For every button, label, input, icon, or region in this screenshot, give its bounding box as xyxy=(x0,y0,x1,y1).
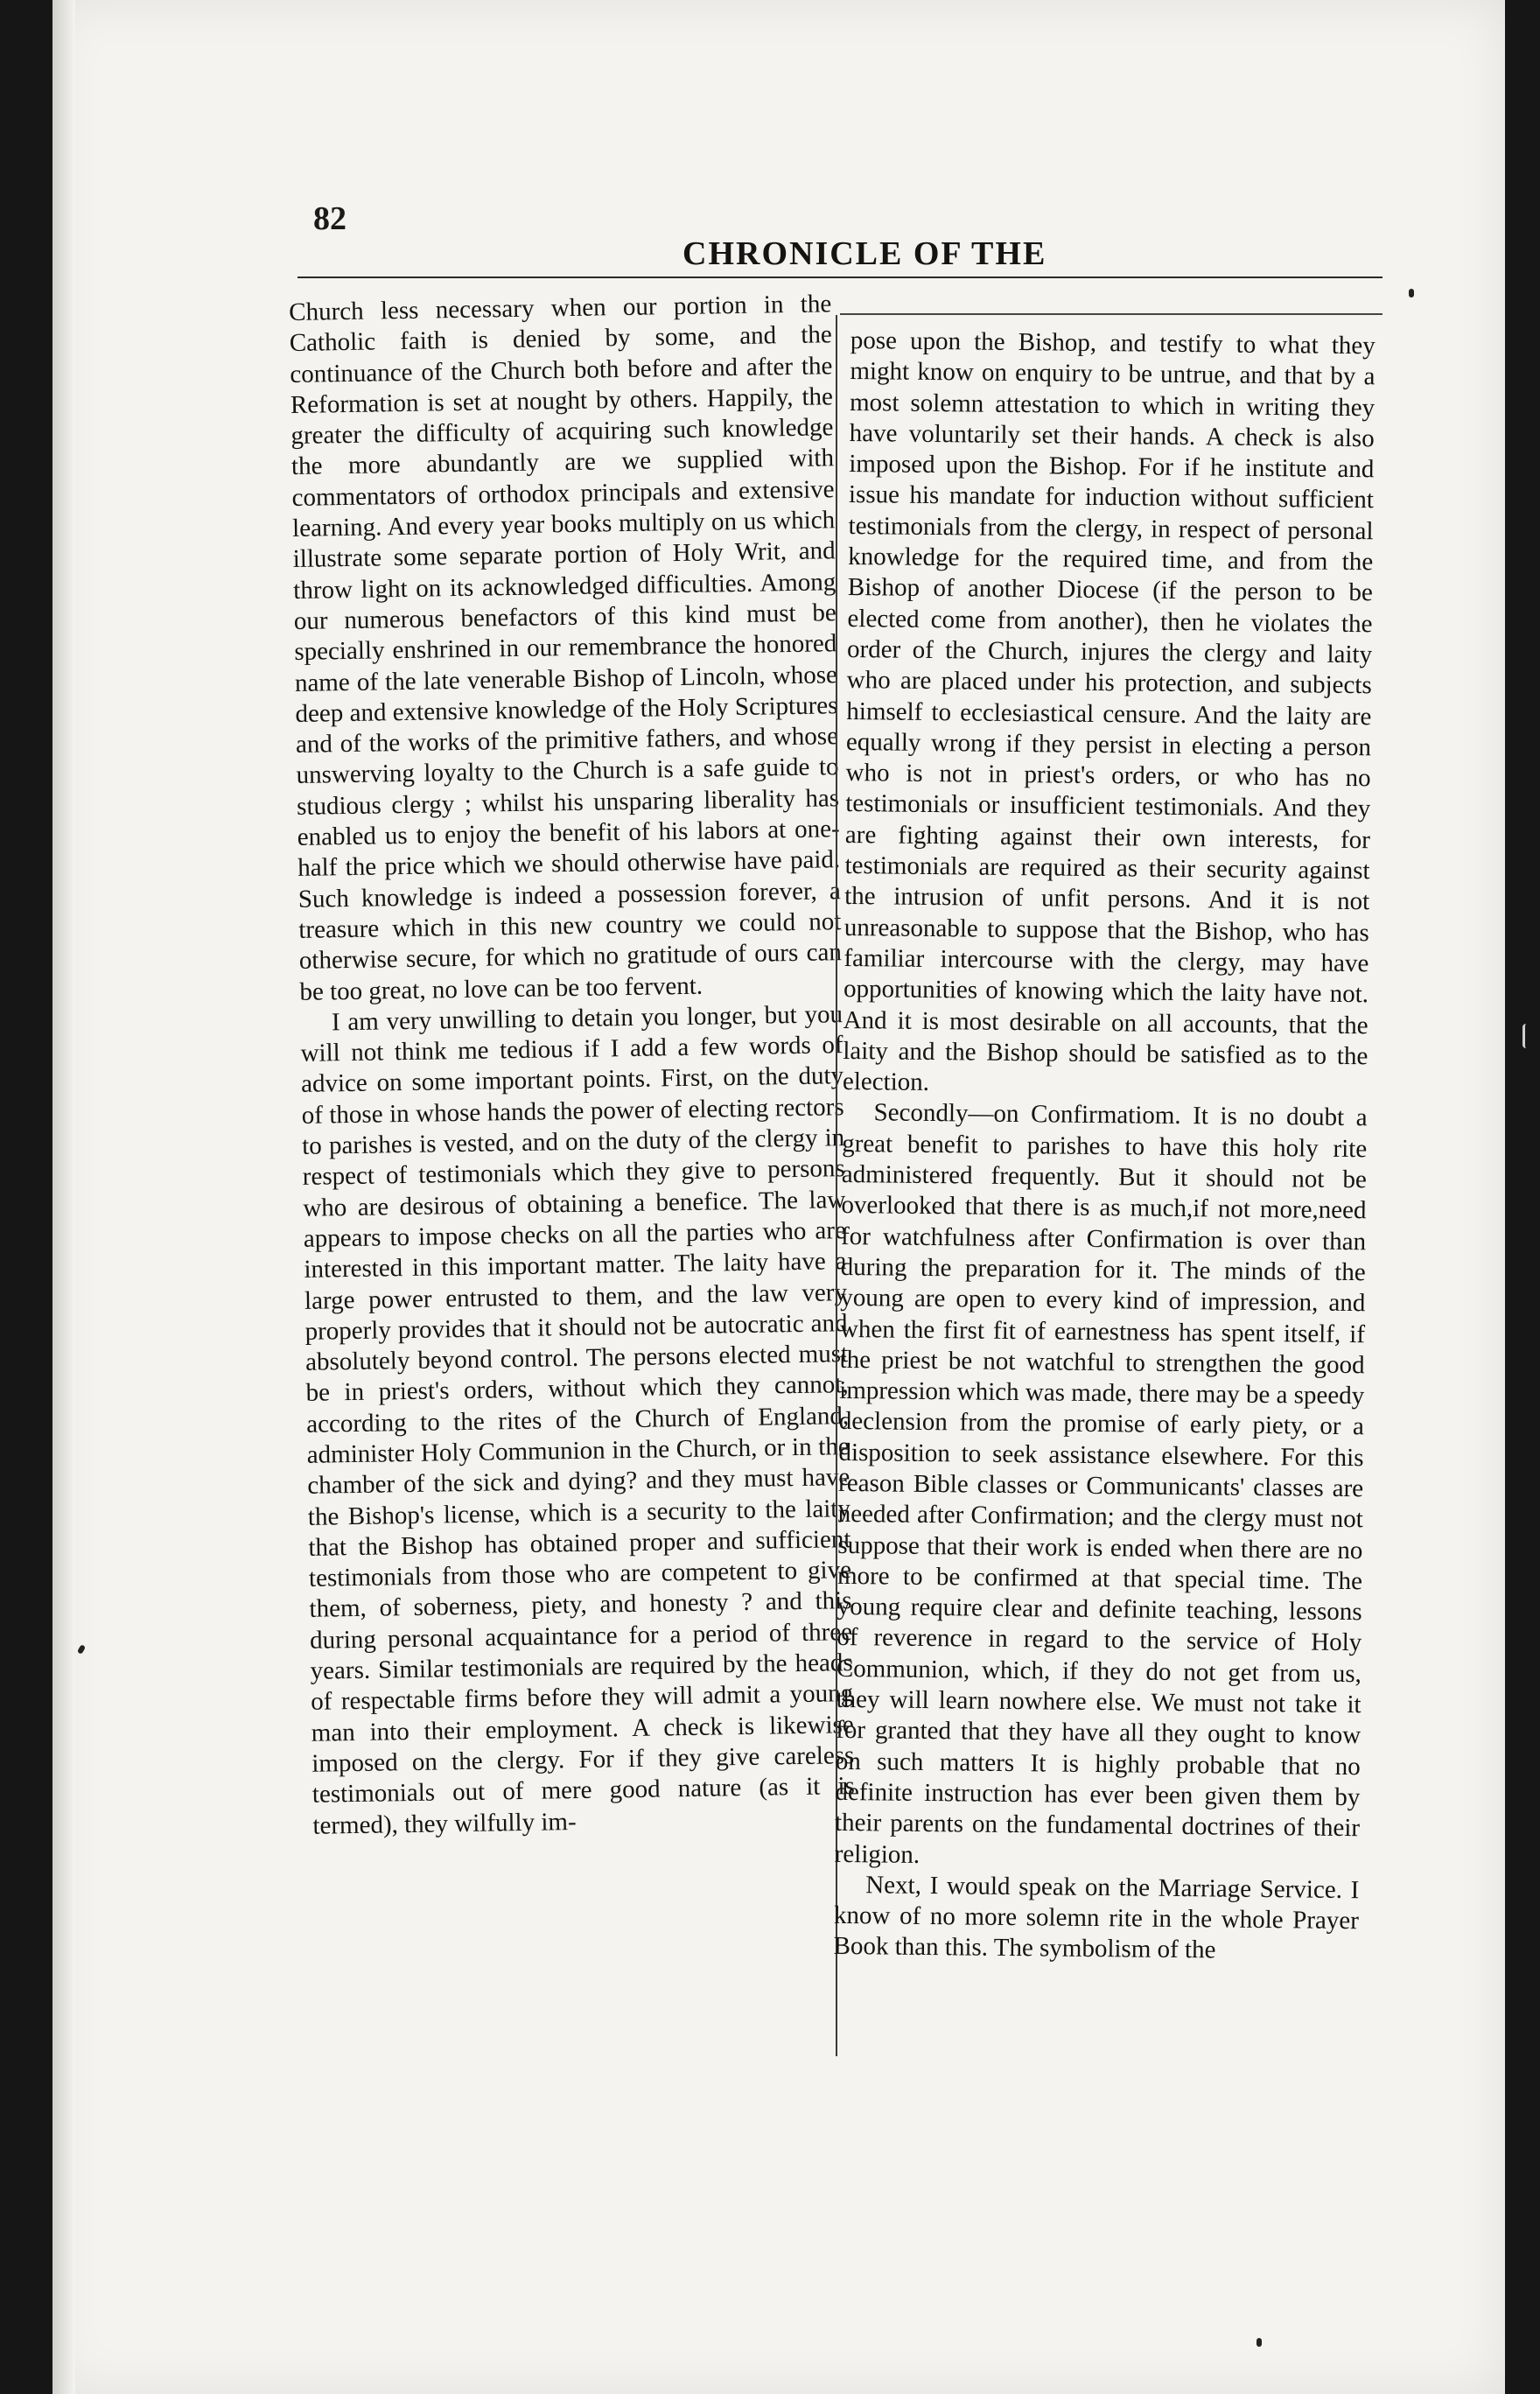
ink-speck xyxy=(1256,2338,1262,2347)
binding-gutter xyxy=(52,0,75,2394)
header-rule-secondary xyxy=(840,313,1382,315)
ink-speck xyxy=(1409,289,1414,298)
paragraph: I am very unwilling to detain you longer, but you will not think me tedious if I add a few words of advice on some important points. First, on the duty of those in whose hands the power of electing rectors to parishes is vested, and on the duty of the clergy in respect of testimonials which they give to persons who are desirous of obtaining a benefice. The law appears to impose checks on all the parties who are interested in this important matter. The laity have a large power entrusted to them, and the law very properly provides that it should not be autocratic and absolutely beyond control. The persons elected must be in priest's orders, without which they cannot, according to the rites of the Church of England, administer Holy Communion in the Church, or in the chamber of the sick and dying? and they must have the Bishop's license, which is a security to the laity that the Bishop has obtained proper and sufficient testimonials from those who are competent to give them, of soberness, piety, and honesty ? and this during personal acquaintance for a period of three years. Similar testimonials are required by the heads of respectable firms before they will admit a young man into their employment. A check is likewise imposed on the clergy. For if they give careless testimonials out of mere good nature (as it is termed), they wilfully im- xyxy=(300,999,856,1840)
paragraph: Secondly—on Confirmatiom. It is no doubt a great benefit to parishes to have this holy rite administered frequently. But it should not be overlooked that there is as much,if not more,need for watchfulness after Confirmation is over than during the preparation for it. The minds of the young are open to every kind of impression, and when the first fit of earnestness has spent itself, if the priest be not watchful to strengthen the good impression which was made, there may be a speedy declension from the promise of early piety, or a disposition to seek assistance elsewhere. For this reason Bible classes or Communicants' classes are needed after Confirmation; and the clergy must not suppose that their work is ended when there are no more to be confirmed at that special time. The young require clear and definite teaching, lessons of reverence in regard to the service of Holy Communion, which, if they do not get from us, they will learn nowhere else. We must not take it for granted that they have all they ought to know on such matters It is highly probable that no definite instruction has ever been given them by their parents on the fundamental doctrines of their religion. xyxy=(834,1098,1368,1869)
right-column xyxy=(833,326,1376,1968)
page-number: 82 xyxy=(313,200,346,237)
header-rule xyxy=(298,276,1382,278)
running-head: CHRONICLE OF THE xyxy=(682,235,1047,272)
paragraph: pose upon the Bishop, and testify to what they might know on enquiry to be untrue, and that by a most solemn attestation to which in writing they have voluntarily set their hands. A check is also imposed upon the Bishop. For if he institute and issue his mandate for induction without sufficient testimonials from the clergy, in respect of personal knowledge for the required time, and from the Bishop of another Diocese (if the person to be elected come from another), then he violates the order of the Church, injures the clergy and laity who are placed under his protection, and subjects himself to ecclesiastical censure. And the laity are equally wrong if they persist in electing a person who is not in priest's orders, or who has no testimonials or insufficient testimonials. And they are fighting against their own interests, for testimonials are required as their security against the intrusion of unfit persons. And it is not unreasonable to suppose that the Bishop, who has familiar intercourse with the clergy, may have opportunities of knowing which the laity have not. And it is most desirable on all accounts, that the laity and the Bishop should be satisfied as to the election. xyxy=(842,326,1376,1097)
paragraph: Church less necessary when our portion in the Catholic faith is denied by some, and the continuance of the Church both before and after the Reformation is set at nought by others. Happily, the greater the difficulty of acquiring such knowledge the more abundantly are we supplied with commentators of orthodox principals and extensive learning. And every year books multiply on us which illustrate some separate portion of Holy Writ, and throw light on its acknowledged difficulties. Among our numerous benefactors of this kind must be specially enshrined in our remembrance the honored name of the late venerable Bishop of Lincoln, whose deep and extensive knowledge of the Holy Scriptures and of the works of the primitive fathers, and whose unswerving loyalty to the Church is a safe guide to studious clergy ; whilst his unsparing liberality has enabled us to enjoy the benefit of his labors at one-half the price which we should otherwise have paid. Such knowledge is indeed a possession forever, a treasure which in this new country we could not otherwise secure, for which no gratitude of ours can be too great, no love can be too fervent. xyxy=(289,290,843,1006)
paragraph: Next, I would speak on the Marriage Service. I know of no more solemn rite in the whole Prayer Book than this. The symbolism of the xyxy=(833,1871,1360,1964)
page-edge-mark xyxy=(1522,1024,1530,1048)
left-column xyxy=(289,289,856,1841)
